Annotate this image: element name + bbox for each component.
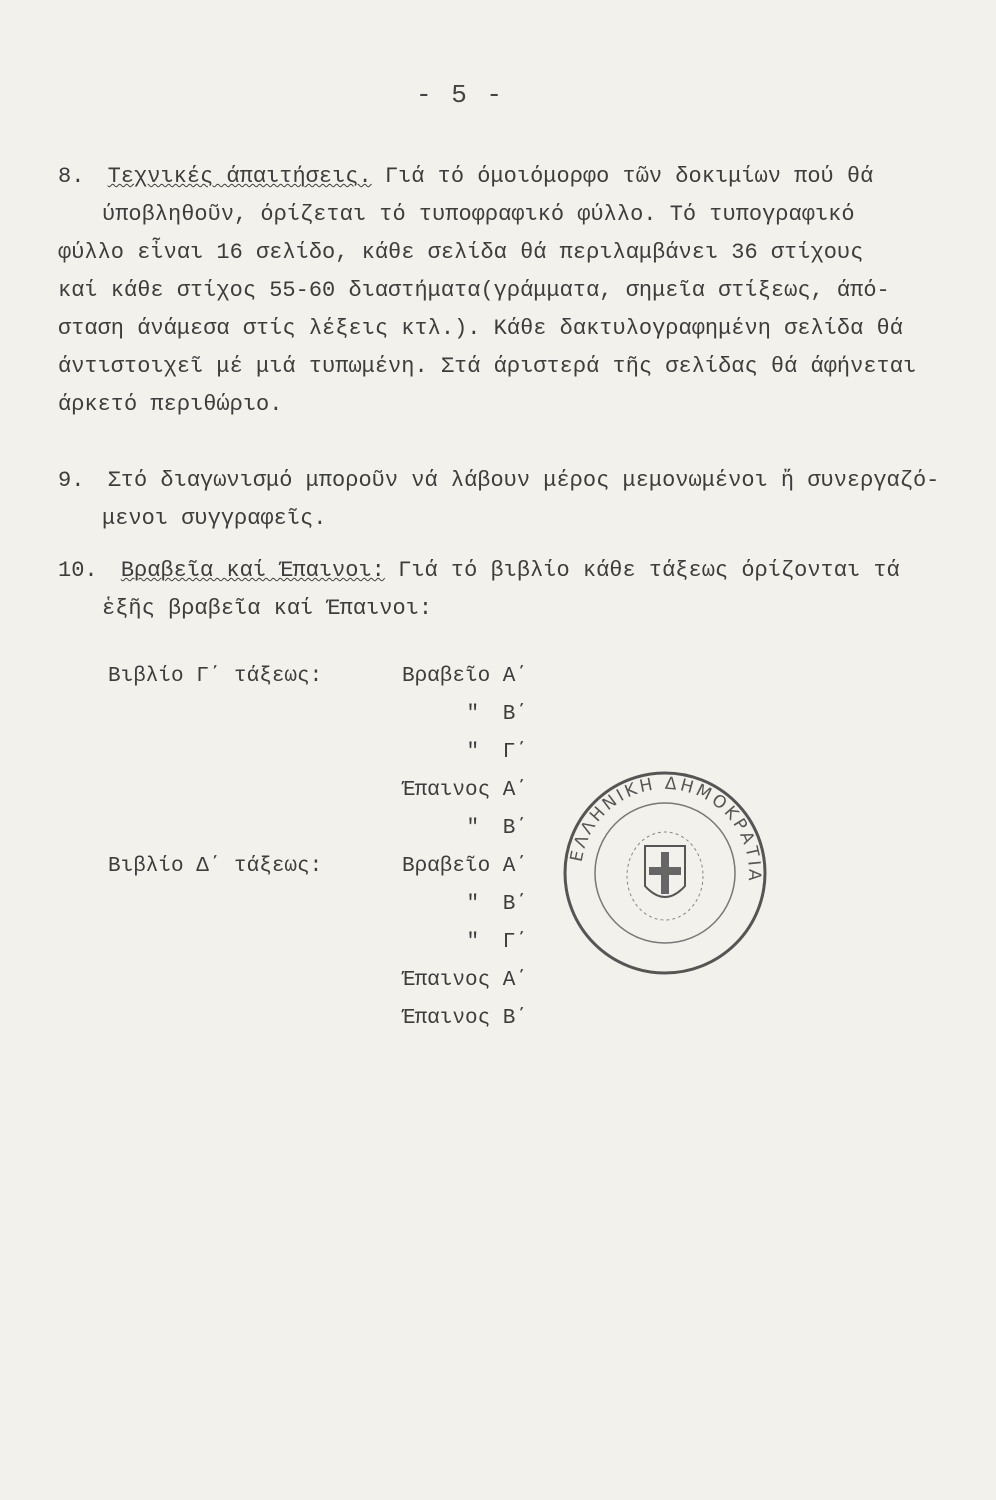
- section-10-line-1: ἑξῆς βραβεῖα καί Έπαινοι:: [102, 596, 433, 621]
- stamp-text: ΕΛΛΗΝΙΚΗ ΔΗΜΟΚΡΑΤΙΑ: [566, 773, 765, 885]
- award-row: [108, 931, 528, 969]
- section-8-number: 8.: [58, 164, 85, 189]
- section-8-heading: Τεχνικές άπαιτήσεις.: [107, 164, 372, 189]
- ditto-mark: ": [466, 817, 480, 840]
- award-rank: Γ΄: [502, 741, 528, 764]
- award-rank: Β΄: [502, 817, 528, 840]
- section-10-number: 10.: [58, 558, 98, 583]
- section-8-line-6: άρκετό περιθώριο.: [58, 392, 283, 417]
- section-9-number: 9.: [58, 468, 85, 493]
- award-prize: Βραβεῖο Α΄: [401, 855, 528, 878]
- official-stamp: [560, 768, 770, 978]
- section-8-line-3: καί κάθε στίχος 55-60 διαστήματα(γράμματα, σημεῖα στίξεως, άπό-: [58, 278, 890, 303]
- award-row: [108, 665, 528, 703]
- award-prize: Βραβεῖο Α΄: [401, 665, 528, 688]
- section-9-line-0: Στό διαγωνισμό μποροῦν νά λάβουν μέρος μεμονωμένοι ἤ συνεργαζό-: [107, 468, 940, 493]
- award-prize: [443, 931, 528, 954]
- section-10: [58, 552, 958, 628]
- section-8-line-2: φύλλο εἶναι 16 σελίδο, κάθε σελίδα θά περιλαμβάνει 36 στίχους: [58, 240, 864, 265]
- section-8-line-5: άντιστοιχεῖ μέ μιά τυπωμένη. Στά άριστερά τῆς σελίδας θά άφήνεται: [58, 354, 917, 379]
- award-row: [108, 1007, 528, 1045]
- award-prize: [443, 893, 528, 916]
- award-row: [108, 779, 528, 817]
- award-rank: Γ΄: [502, 931, 528, 954]
- section-10-first-line: [58, 552, 958, 590]
- section-8: [58, 158, 958, 424]
- section-9-first-line: [58, 462, 958, 500]
- ditto-mark: ": [466, 931, 480, 954]
- section-8-line-4: σταση άνάμεσα στίς λέξεις κτλ.). Κάθε δακτυλογραφημένη σελίδα θά: [58, 316, 903, 341]
- award-prize: Έπαινος Α΄: [401, 779, 528, 802]
- award-prize: Έπαινος Α΄: [401, 969, 528, 992]
- section-10-line-0: Γιά τό βιβλίο κάθε τάξεως όρίζονται τά: [398, 558, 900, 583]
- awards-list: [108, 665, 528, 1045]
- award-row: [108, 703, 528, 741]
- award-rank: Β΄: [502, 893, 528, 916]
- award-rank: Β΄: [502, 703, 528, 726]
- award-prize: Έπαινος Β΄: [401, 1007, 528, 1030]
- section-9-line-1: μενοι συγγραφεῖς.: [102, 506, 327, 531]
- award-book: Βιβλίο Γ΄ τάξεως:: [108, 665, 323, 688]
- award-prize: [443, 817, 528, 840]
- section-8-line-1: ύποβληθοῦν, όρίζεται τό τυποφραφικό φύλλο. Τό τυπογραφικό: [102, 202, 855, 227]
- section-8-first-line: [58, 158, 958, 196]
- award-prize: [443, 703, 528, 726]
- award-row: [108, 817, 528, 855]
- ditto-mark: ": [466, 893, 480, 916]
- section-10-heading: Βραβεῖα καί Έπαινοι:: [120, 558, 385, 583]
- ditto-mark: ": [466, 703, 480, 726]
- section-8-line-0: Γιά τό όμοιόμορφο τῶν δοκιμίων πού θά: [384, 164, 874, 189]
- award-prize: [443, 741, 528, 764]
- award-row: [108, 741, 528, 779]
- section-9: [58, 462, 958, 538]
- award-row: [108, 969, 528, 1007]
- ditto-mark: ": [466, 741, 480, 764]
- award-row: [108, 893, 528, 931]
- award-book: Βιβλίο Δ΄ τάξεως:: [108, 855, 323, 878]
- coat-of-arms-icon: [627, 832, 703, 920]
- award-row: [108, 855, 528, 893]
- page-number: - 5 -: [415, 80, 504, 110]
